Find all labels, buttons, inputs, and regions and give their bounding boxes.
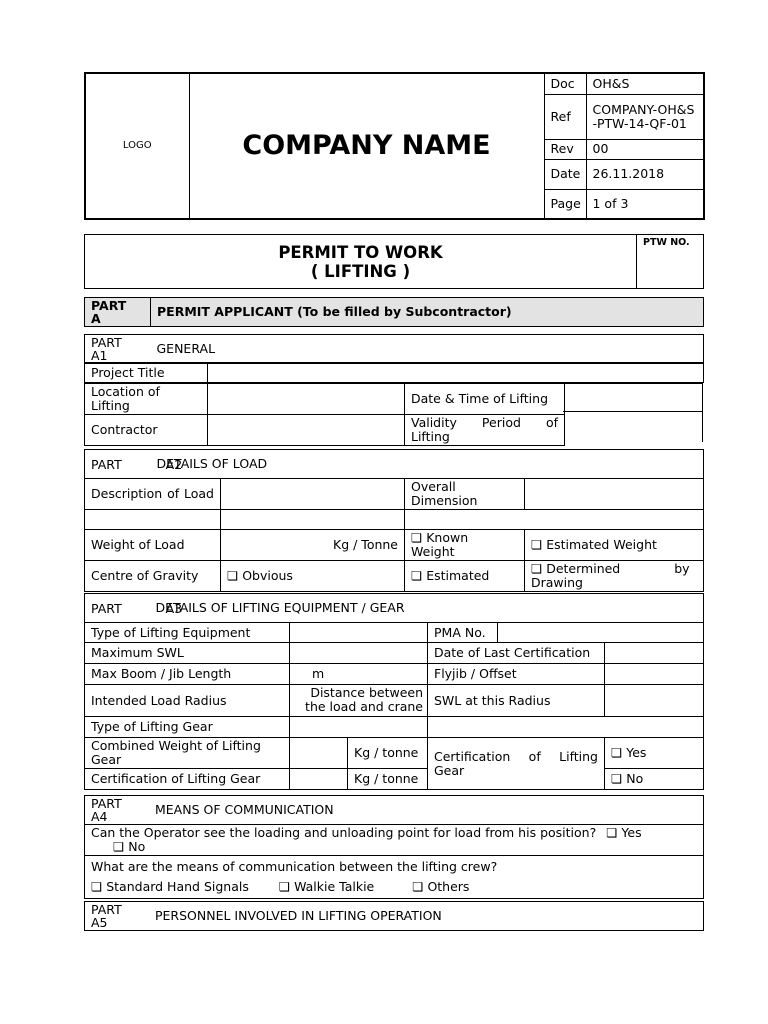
cert-yes-label: Yes xyxy=(626,745,647,760)
combined-weight-unit: Kg / tonne xyxy=(348,738,428,769)
cert-yes-checkbox[interactable] xyxy=(611,745,626,760)
type-gear-blank xyxy=(428,717,704,738)
known-weight-option[interactable] xyxy=(405,530,525,561)
others-option[interactable] xyxy=(412,879,469,894)
cert-yes-option[interactable] xyxy=(605,738,704,769)
estimated-weight-label: Estimated Weight xyxy=(546,537,657,552)
cert-lifting-gear-field[interactable] xyxy=(290,769,348,790)
known-weight-checkbox[interactable] xyxy=(411,530,426,545)
type-equipment-field[interactable] xyxy=(290,623,428,643)
date-label: Date xyxy=(544,159,586,189)
validity-label: Validity Period of Lifting xyxy=(405,415,565,446)
obvious-checkbox[interactable] xyxy=(227,568,242,583)
type-gear-field[interactable] xyxy=(290,717,428,738)
date-value: 26.11.2018 xyxy=(586,159,704,189)
part-a4-header xyxy=(85,796,704,825)
company-name: COMPANY NAME xyxy=(189,73,544,219)
intended-radius-label: Intended Load Radius xyxy=(85,685,290,717)
part-a3-title-text: DETAILS OF LIFTING EQUIPMENT / GEAR xyxy=(155,600,405,615)
type-equipment-label: Type of Lifting Equipment xyxy=(85,623,290,643)
title-table xyxy=(84,234,704,289)
part-a3-table xyxy=(84,593,704,790)
estimated-weight-checkbox[interactable] xyxy=(531,537,546,552)
hand-signals-label: Standard Hand Signals xyxy=(106,879,249,894)
overall-dimension-label: Overall Dimension xyxy=(405,479,525,510)
weight-of-load-label: Weight of Load xyxy=(85,530,221,561)
communication-question: What are the means of communication between the lifting crew? xyxy=(91,859,498,874)
part-a2-label: PART A2 xyxy=(85,450,221,479)
permit-title xyxy=(85,235,637,289)
walkie-talkie-checkbox[interactable] xyxy=(279,879,294,894)
determined-option[interactable] xyxy=(525,561,704,592)
page-label: Page xyxy=(544,189,586,219)
operator-question-row xyxy=(85,825,704,856)
part-a-title: PERMIT APPLICANT (To be filled by Subcontractor) xyxy=(151,298,704,327)
max-boom-unit[interactable]: m xyxy=(290,664,428,685)
obvious-label: Obvious xyxy=(242,568,293,583)
rev-value: 00 xyxy=(586,139,704,159)
walkie-talkie-label: Walkie Talkie xyxy=(294,879,375,894)
estimated-weight-option[interactable] xyxy=(525,530,704,561)
date-last-cert-field[interactable] xyxy=(605,643,704,664)
blank-field[interactable] xyxy=(221,510,405,530)
distance-note: Distance between the load and crane xyxy=(290,685,428,717)
part-a4-label: PART A4 xyxy=(91,796,122,824)
determined-checkbox[interactable] xyxy=(531,561,546,576)
cert-lifting-gear-unit: Kg / tonne xyxy=(348,769,428,790)
part-a1-project xyxy=(84,362,704,383)
part-a3-title xyxy=(155,594,704,623)
part-a-table xyxy=(84,297,704,327)
estimated-option[interactable] xyxy=(405,561,525,592)
doc-value: OH&S xyxy=(586,73,704,94)
combined-weight-label: Combined Weight of Lifting Gear xyxy=(85,738,290,769)
estimated-checkbox[interactable] xyxy=(411,568,426,583)
permit-title-line1: PERMIT TO WORK xyxy=(278,242,443,262)
ref-value: COMPANY-OH&S-PTW-14-QF-01 xyxy=(586,94,704,139)
header-table xyxy=(84,72,705,220)
part-a2-title xyxy=(156,450,704,479)
validity-field[interactable] xyxy=(701,411,703,442)
operator-no-checkbox[interactable] xyxy=(113,839,128,854)
cert-no-option[interactable] xyxy=(605,769,704,790)
contractor-label: Contractor xyxy=(85,415,208,446)
ptw-no-field[interactable]: PTW NO. xyxy=(637,235,704,289)
part-a5-title: PERSONNEL INVOLVED IN LIFTING OPERATION xyxy=(154,908,442,923)
part-a-label: PART A xyxy=(85,298,151,327)
part-a2-title-text: DETAILS OF LOAD xyxy=(156,456,268,471)
project-title-field[interactable] xyxy=(208,363,704,383)
page-value: 1 of 3 xyxy=(586,189,704,219)
operator-question: Can the Operator see the loading and unloading point for load from his position? xyxy=(91,825,597,840)
combined-weight-field[interactable] xyxy=(290,738,348,769)
part-a1-label: PART A1 xyxy=(85,335,151,364)
pma-no-field[interactable] xyxy=(498,623,704,643)
flyjib-field[interactable] xyxy=(605,664,704,685)
rev-label: Rev xyxy=(544,139,586,159)
pma-no-label: PMA No. xyxy=(428,623,498,643)
date-last-cert-label: Date of Last Certification xyxy=(428,643,605,664)
walkie-talkie-option[interactable] xyxy=(279,879,374,894)
part-a3-label: PART A3 xyxy=(85,594,290,623)
blank-field-wide[interactable] xyxy=(405,510,704,530)
logo: LOGO xyxy=(85,73,189,219)
overall-dimension-field[interactable] xyxy=(525,479,704,510)
part-a4-title: MEANS OF COMMUNICATION xyxy=(154,802,334,817)
hand-signals-checkbox[interactable] xyxy=(91,879,106,894)
contractor-field[interactable] xyxy=(208,415,405,446)
cert-no-label: No xyxy=(626,771,644,786)
others-label: Others xyxy=(427,879,470,894)
permit-title-line2: ( LIFTING ) xyxy=(310,261,411,281)
project-title-label: Project Title xyxy=(85,363,208,383)
doc-label: Doc xyxy=(544,73,586,94)
operator-no-label: No xyxy=(128,839,146,854)
location-field[interactable] xyxy=(208,384,405,415)
ref-label: Ref xyxy=(544,94,586,139)
max-swl-label: Maximum SWL xyxy=(85,643,290,664)
communication-row xyxy=(85,856,704,899)
date-time-label: Date & Time of Lifting xyxy=(405,384,565,415)
others-checkbox[interactable] xyxy=(412,879,427,894)
cert-no-checkbox[interactable] xyxy=(611,771,626,786)
obvious-option[interactable] xyxy=(221,561,405,592)
part-a2-table xyxy=(84,449,704,592)
type-gear-label: Type of Lifting Gear xyxy=(85,717,290,738)
location-label: Location of Lifting xyxy=(85,384,208,415)
date-time-field[interactable] xyxy=(563,383,703,412)
estimated-label: Estimated xyxy=(426,568,490,583)
part-a1-title: GENERAL xyxy=(151,335,704,364)
known-weight-label: Known Weight xyxy=(411,530,469,559)
cert-of-gear-label: Certification of Lifting Gear xyxy=(428,738,605,790)
part-a4-table xyxy=(84,795,704,899)
description-label: Description of Load xyxy=(85,479,221,510)
part-a5-label: PART A5 xyxy=(91,902,122,930)
swl-radius-label: SWL at this Radius xyxy=(428,685,605,717)
centre-of-gravity-label: Centre of Gravity xyxy=(85,561,221,592)
cert-lifting-gear-label: Certification of Lifting Gear xyxy=(85,769,290,790)
weight-unit[interactable]: Kg / Tonne xyxy=(221,530,405,561)
hand-signals-option[interactable] xyxy=(91,879,249,894)
determined-label: Determined by Drawing xyxy=(531,561,690,590)
part-a5-table xyxy=(84,901,704,931)
blank-label xyxy=(85,510,221,530)
max-swl-field[interactable] xyxy=(290,643,428,664)
operator-yes-label: Yes xyxy=(621,825,642,840)
max-boom-label: Max Boom / Jib Length xyxy=(85,664,290,685)
operator-yes-checkbox[interactable] xyxy=(606,825,621,840)
part-a5-header xyxy=(85,902,704,931)
description-field[interactable] xyxy=(221,479,405,510)
flyjib-label: Flyjib / Offset xyxy=(428,664,605,685)
part-a1-header xyxy=(84,334,704,364)
part-a1-body xyxy=(84,383,565,446)
swl-radius-field[interactable] xyxy=(605,685,704,717)
communication-options xyxy=(91,877,697,897)
